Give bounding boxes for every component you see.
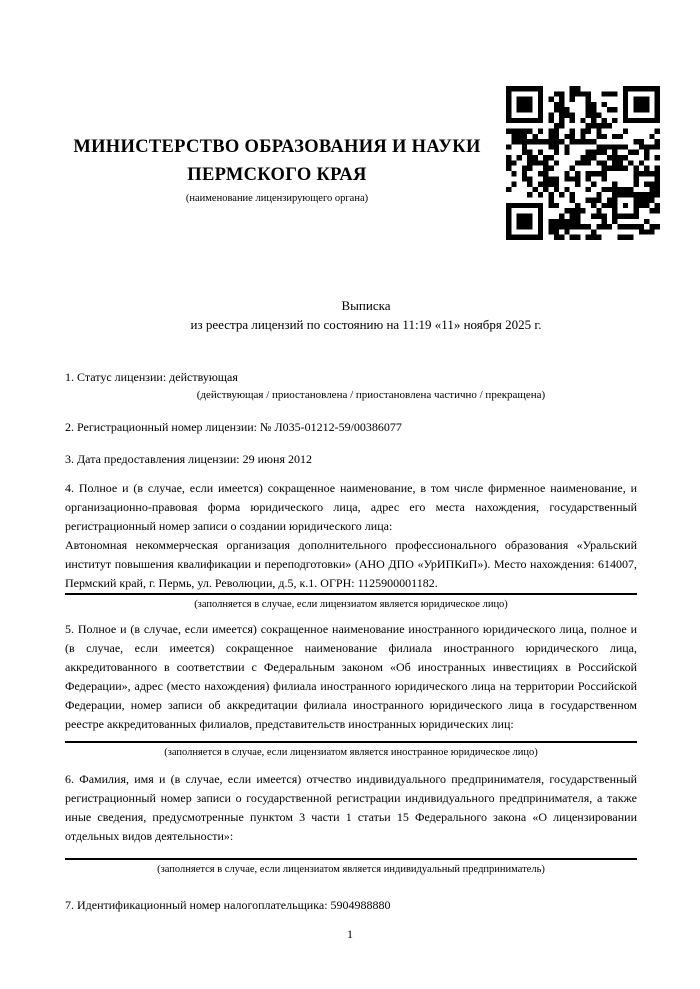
- foreign-entity-item: [65, 620, 637, 760]
- registration-number-item: [65, 418, 637, 437]
- license-status-options-caption: (действующая / приостановлена / приостановлена частично / прекращена): [196, 389, 546, 401]
- document-title-line2: из реестра лицензий по состоянию на 11:19 «11» ноября 2025 г.: [190, 317, 542, 332]
- individual-entrepreneur-item: [65, 770, 637, 877]
- taxpayer-id-text: 7. Идентификационный номер налогоплательщика: 5904988880: [65, 898, 391, 912]
- page-number: 1: [347, 927, 353, 941]
- ministry-name-line1: МИНИСТЕРСТВО ОБРАЗОВАНИЯ И НАУКИ: [73, 137, 481, 157]
- licensing-authority-header: [65, 133, 489, 206]
- legal-entity-value: Автономная некоммерческая организация дополнительного профессионального образования «Уральский институт повышения квалификации и переподготовки» (АНО ДПО «УрИПКиП»). Место нахождения: 614007, Пермский край, г. Пермь, ул. Революции, д.5, к.1. ОГРН: 1125900001182.: [65, 538, 637, 590]
- ministry-name-line2: ПЕРМСКОГО КРАЯ: [187, 165, 367, 185]
- individual-entrepreneur-label: 6. Фамилия, имя и (в случае, если имеется) отчество индивидуального предпринимателя, государственный регистрационный номер записи о государственной регистрации индивидуального предпринимателя, а также иные сведения, предусмотренные пунктом 3 части 1 статьи 15 Федерального закона «О лицензировании отдельных видов деятельности»:: [65, 772, 637, 843]
- legal-entity-item: [65, 479, 637, 612]
- registration-number-text: 2. Регистрационный номер лицензии: № Л035-01212-59/00386077: [65, 420, 402, 434]
- license-grant-date-item: [65, 450, 637, 469]
- foreign-entity-caption: (заполняется в случае, если лицензиатом является иностранное юридическое лицо): [164, 747, 538, 758]
- license-status-item: [65, 368, 637, 404]
- license-grant-date-text: 3. Дата предоставления лицензии: 29 июня 2012: [65, 452, 312, 466]
- legal-entity-label: 4. Полное и (в случае, если имеется) сокращенное наименование, в том числе фирменное наименование, и организационно-правовая форма юридического лица, адрес его места нахождения, государственный регистрационный номер записи о создании юридического лица:: [65, 481, 637, 533]
- legal-entity-caption: (заполняется в случае, если лицензиатом является юридическое лицо): [194, 599, 508, 610]
- legal-entity-rule: [65, 593, 637, 595]
- licensing-authority-caption: (наименование лицензирующего органа): [185, 193, 369, 204]
- qr-code-icon: [506, 85, 660, 241]
- foreign-entity-rule: [65, 741, 637, 743]
- license-status-text: 1. Статус лицензии: действующая: [65, 370, 238, 384]
- taxpayer-id-item: [65, 896, 637, 915]
- individual-entrepreneur-caption: (заполняется в случае, если лицензиатом является индивидуальный предприниматель): [157, 864, 545, 875]
- document-title-line1: Выписка: [341, 298, 391, 313]
- document-title: [80, 296, 652, 334]
- individual-entrepreneur-rule: [65, 858, 637, 860]
- foreign-entity-label: 5. Полное и (в случае, если имеется) сокращенное наименование иностранного юридического лица, полное и (в случае, если имеется) сокращенное наименование филиала иностранного юридического лица, аккредитованного в соответствии с Федеральным законом «Об иностранных инвестициях в Российской Федерации», адрес (место нахождения) филиала иностранного юридического лица на территории Российской Федерации, номер записи об аккредитации филиала иностранного юридического лица в государственном реестре аккредитованных филиалов, представительств иностранных юридических лиц:: [65, 622, 637, 731]
